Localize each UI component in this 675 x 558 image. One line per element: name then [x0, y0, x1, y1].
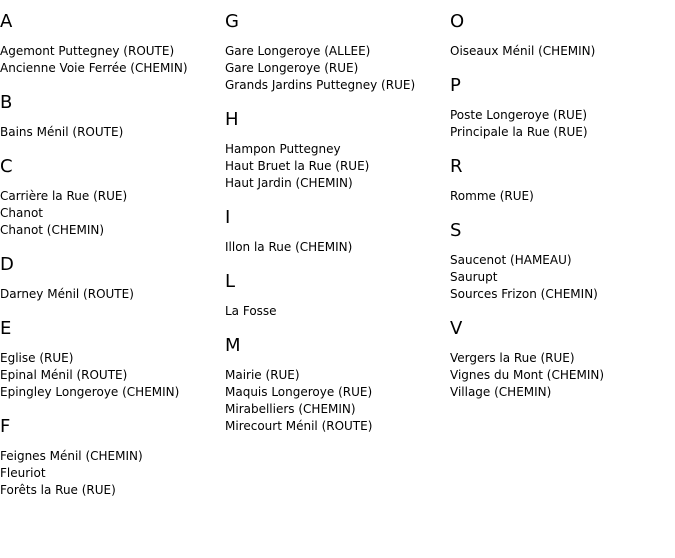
- street-link[interactable]: Chanot (CHEMIN): [0, 223, 105, 237]
- street-link[interactable]: Fleuriot: [0, 466, 46, 480]
- street-link[interactable]: Haut Bruet la Rue (RUE): [225, 159, 370, 173]
- street-link[interactable]: Sources Frizon (CHEMIN): [450, 287, 598, 301]
- section-letter-heading: F: [0, 416, 11, 437]
- street-link[interactable]: Village (CHEMIN): [450, 385, 552, 399]
- street-column-1: [0, 10, 222, 513]
- letter-group-b: [0, 91, 222, 141]
- street-link[interactable]: Saucenot (HAMEAU): [450, 253, 572, 267]
- section-letter-heading: G: [225, 11, 239, 32]
- street-link[interactable]: Gare Longeroye (RUE): [225, 61, 359, 75]
- section-letter-heading: O: [450, 11, 465, 32]
- section-letter-heading: A: [0, 11, 13, 32]
- letter-group-p: [450, 74, 672, 141]
- letter-group-l: [225, 270, 447, 320]
- section-letter-heading: S: [450, 220, 462, 241]
- street-link[interactable]: Romme (RUE): [450, 189, 534, 203]
- section-letter-heading: P: [450, 75, 461, 96]
- section-letter-heading: E: [0, 318, 12, 339]
- section-letter-heading: V: [450, 318, 463, 339]
- letter-group-g: [225, 10, 447, 94]
- street-column-3: [450, 10, 672, 415]
- letter-group-s: [450, 219, 672, 303]
- street-link[interactable]: Vignes du Mont (CHEMIN): [450, 368, 605, 382]
- section-letter-heading: H: [225, 109, 239, 130]
- letter-group-d: [0, 253, 222, 303]
- letter-group-m: [225, 334, 447, 435]
- street-link[interactable]: Agemont Puttegney (ROUTE): [0, 44, 175, 58]
- street-link[interactable]: Grands Jardins Puttegney (RUE): [225, 78, 416, 92]
- letter-group-i: [225, 206, 447, 256]
- section-letter-heading: R: [450, 156, 463, 177]
- street-link[interactable]: Maquis Longeroye (RUE): [225, 385, 373, 399]
- letter-group-v: [450, 317, 672, 401]
- letter-group-o: [450, 10, 672, 60]
- street-link[interactable]: Vergers la Rue (RUE): [450, 351, 575, 365]
- letter-group-e: [0, 317, 222, 401]
- street-link[interactable]: Mirecourt Ménil (ROUTE): [225, 419, 373, 433]
- letter-group-c: [0, 155, 222, 239]
- street-link[interactable]: Forêts la Rue (RUE): [0, 483, 116, 497]
- street-link[interactable]: Ancienne Voie Ferrée (CHEMIN): [0, 61, 188, 75]
- letter-group-r: [450, 155, 672, 205]
- street-link[interactable]: Eglise (RUE): [0, 351, 74, 365]
- section-letter-heading: B: [0, 92, 13, 113]
- letter-group-h: [225, 108, 447, 192]
- section-letter-heading: L: [225, 271, 236, 292]
- street-link[interactable]: Principale la Rue (RUE): [450, 125, 588, 139]
- street-link[interactable]: La Fosse: [225, 304, 277, 318]
- street-link[interactable]: Mirabelliers (CHEMIN): [225, 402, 356, 416]
- street-link[interactable]: Darney Ménil (ROUTE): [0, 287, 134, 301]
- street-link[interactable]: Oiseaux Ménil (CHEMIN): [450, 44, 596, 58]
- street-link[interactable]: Hampon Puttegney: [225, 142, 341, 156]
- street-link[interactable]: Epingley Longeroye (CHEMIN): [0, 385, 180, 399]
- street-link[interactable]: Haut Jardin (CHEMIN): [225, 176, 353, 190]
- street-link[interactable]: Saurupt: [450, 270, 498, 284]
- section-letter-heading: D: [0, 254, 14, 275]
- street-link[interactable]: Epinal Ménil (ROUTE): [0, 368, 128, 382]
- street-link[interactable]: Mairie (RUE): [225, 368, 300, 382]
- street-link[interactable]: Illon la Rue (CHEMIN): [225, 240, 353, 254]
- street-link[interactable]: Gare Longeroye (ALLEE): [225, 44, 371, 58]
- street-link[interactable]: Feignes Ménil (CHEMIN): [0, 449, 143, 463]
- letter-group-a: [0, 10, 222, 77]
- street-link[interactable]: Chanot: [0, 206, 43, 220]
- letter-group-f: [0, 415, 222, 499]
- section-letter-heading: C: [0, 156, 13, 177]
- street-link[interactable]: Carrière la Rue (RUE): [0, 189, 128, 203]
- street-link[interactable]: Bains Ménil (ROUTE): [0, 125, 124, 139]
- street-link[interactable]: Poste Longeroye (RUE): [450, 108, 588, 122]
- section-letter-heading: I: [225, 207, 231, 228]
- street-column-2: [225, 10, 447, 449]
- section-letter-heading: M: [225, 335, 241, 356]
